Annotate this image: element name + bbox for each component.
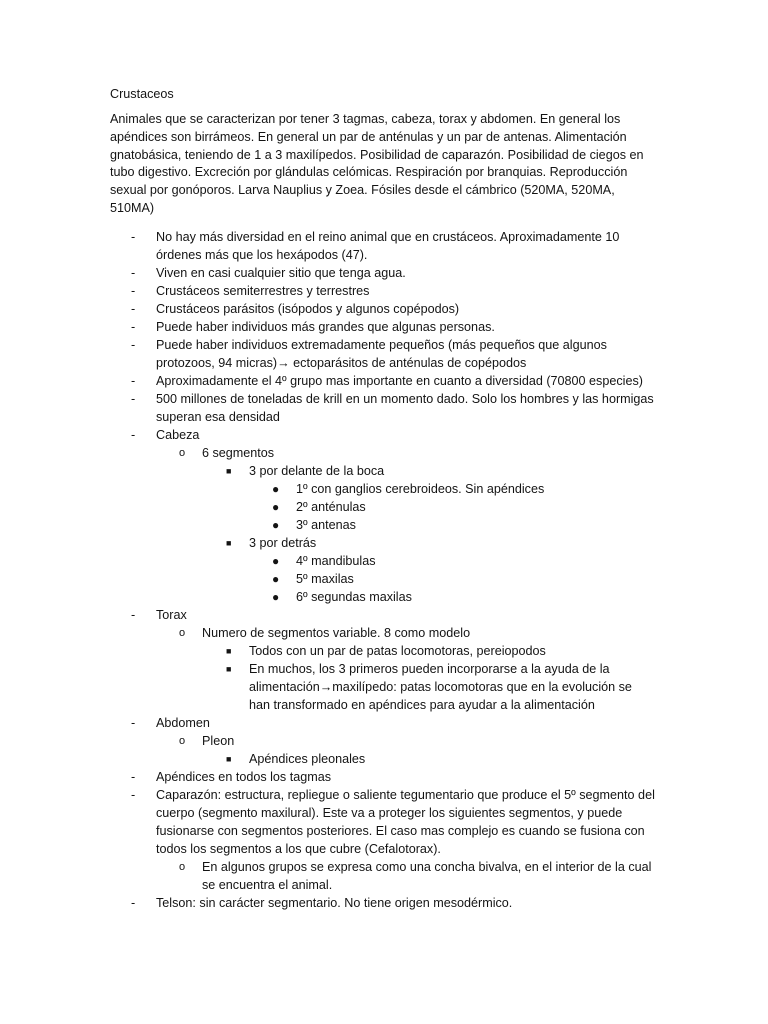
list-item-text: Abdomen [156, 716, 210, 730]
list-item [0, 660, 768, 714]
list-marker: o [179, 447, 186, 459]
list-item [0, 786, 768, 858]
list-item [0, 426, 768, 444]
list-item [0, 768, 768, 786]
list-marker: o [179, 735, 186, 747]
list-item-text: En muchos, los 3 primeros pueden incorporarse a la ayuda de la alimentación→maxilípedo: patas locomotoras que en la evolución se han transformado en apéndices para ayudar a la alimentación [249, 662, 632, 712]
list-marker: ● [272, 572, 280, 586]
list-item-text: Viven en casi cualquier sitio que tenga agua. [156, 266, 406, 280]
list-item-text: 2º anténulas [296, 500, 366, 514]
list-item [0, 732, 768, 750]
list-item-text: 3 por delante de la boca [249, 464, 385, 478]
list-item-text: Apéndices pleonales [249, 752, 366, 766]
list-item [0, 480, 768, 498]
list-marker: - [131, 428, 136, 442]
list-item-text: Telson: sin carácter segmentario. No tiene origen mesodérmico. [156, 896, 513, 910]
list-item-text: Aproximadamente el 4º grupo mas importante en cuanto a diversidad (70800 especies) [156, 374, 643, 388]
list-marker: ● [272, 500, 280, 514]
list-item-text: En algunos grupos se expresa como una concha bivalva, en el interior de la cual se encuentra el animal. [202, 860, 652, 892]
list-item-text: Crustáceos semiterrestres y terrestres [156, 284, 370, 298]
list-item-text: 500 millones de toneladas de krill en un momento dado. Solo los hombres y las hormigas superan esa densidad [156, 392, 654, 424]
list-item [0, 498, 768, 516]
bullet-list [0, 228, 768, 912]
list-item-text: Caparazón: estructura, repliegue o saliente tegumentario que produce el 5º segmento del cuerpo (segmento maxilural). Este va a proteger los siguientes segmentos, y puede fusionarse con segmentos posteriores. El caso mas complejo es cuando se fusiona con todos los segmentos a los que cubre (Cefalotorax). [156, 788, 655, 856]
list-item-text: 4º mandibulas [296, 554, 376, 568]
list-item-text: Todos con un par de patas locomotoras, pereiopodos [249, 644, 546, 658]
list-item-text: 3º antenas [296, 518, 356, 532]
list-marker: ● [272, 482, 280, 496]
list-item [0, 714, 768, 732]
list-item [0, 390, 768, 426]
list-item-text: 6 segmentos [202, 446, 275, 460]
list-item [0, 336, 768, 372]
list-item-text: 3 por detrás [249, 536, 317, 550]
list-marker: - [131, 716, 136, 730]
list-item [0, 282, 768, 300]
list-marker: ● [272, 518, 280, 532]
list-item-text: No hay más diversidad en el reino animal que en crustáceos. Aproximadamente 10 órdenes más que los hexápodos (47). [156, 230, 620, 262]
list-item [0, 300, 768, 318]
list-marker: - [131, 230, 136, 244]
list-marker: - [131, 788, 136, 802]
list-marker: - [131, 338, 136, 352]
list-item-text: 6º segundas maxilas [296, 590, 412, 604]
list-marker: ■ [226, 754, 232, 764]
list-item-text: Crustáceos parásitos (isópodos y algunos copépodos) [156, 302, 460, 316]
list-marker: - [131, 284, 136, 298]
list-marker: - [131, 608, 136, 622]
list-marker: o [179, 627, 186, 639]
list-marker: - [131, 320, 136, 334]
document-title: Crustaceos [110, 87, 174, 101]
list-marker: ● [272, 590, 280, 604]
list-item [0, 318, 768, 336]
list-marker: - [131, 896, 136, 910]
list-item-text: Puede haber individuos extremadamente pequeños (más pequeños que algunos protozoos, 94 micras)→ ectoparásitos de anténulas de copépodos [156, 338, 607, 370]
list-marker: - [131, 770, 136, 784]
list-item-text: Apéndices en todos los tagmas [156, 770, 332, 784]
list-item-text: 5º maxilas [296, 572, 354, 586]
list-item [0, 444, 768, 462]
list-item [0, 624, 768, 642]
list-marker: ■ [226, 466, 232, 476]
intro-paragraph: Animales que se caracterizan por tener 3 tagmas, cabeza, torax y abdomen. En general los apéndices son birrámeos. En general un par de anténulas y un par de antenas. Alimentación gnatobásica, teniendo de 1 a 3 maxilípedos. Posibilidad de caparazón. Posibilidad de ciegos en tubo digestivo. Excreción por glándulas celómicas. Respiración por branquias. Reproducción sexual por gonóporos. Larva Nauplius y Zoea. Fósiles desde el cámbrico (520MA, 520MA, 510MA) [110, 112, 644, 215]
list-item [0, 552, 768, 570]
list-item-text: Torax [156, 608, 187, 622]
list-marker: - [131, 374, 136, 388]
list-marker: - [131, 266, 136, 280]
list-item-text: Puede haber individuos más grandes que algunas personas. [156, 320, 495, 334]
list-item [0, 516, 768, 534]
list-item [0, 588, 768, 606]
list-item-text: 1º con ganglios cerebroideos. Sin apéndices [296, 482, 545, 496]
list-marker: ■ [226, 538, 232, 548]
list-item [0, 642, 768, 660]
list-item [0, 228, 768, 264]
list-item [0, 750, 768, 768]
list-item [0, 372, 768, 390]
list-item-text: Pleon [202, 734, 235, 748]
list-marker: o [179, 861, 186, 873]
list-marker: ■ [226, 664, 232, 674]
list-marker: - [131, 392, 136, 406]
list-item-text: Cabeza [156, 428, 200, 442]
list-item [0, 264, 768, 282]
list-item [0, 534, 768, 552]
list-item [0, 606, 768, 624]
list-marker: - [131, 302, 136, 316]
list-marker: ■ [226, 646, 232, 656]
list-item [0, 894, 768, 912]
list-item-text: Numero de segmentos variable. 8 como modelo [202, 626, 471, 640]
list-item [0, 570, 768, 588]
list-item [0, 858, 768, 894]
list-marker: ● [272, 554, 280, 568]
list-item [0, 462, 768, 480]
